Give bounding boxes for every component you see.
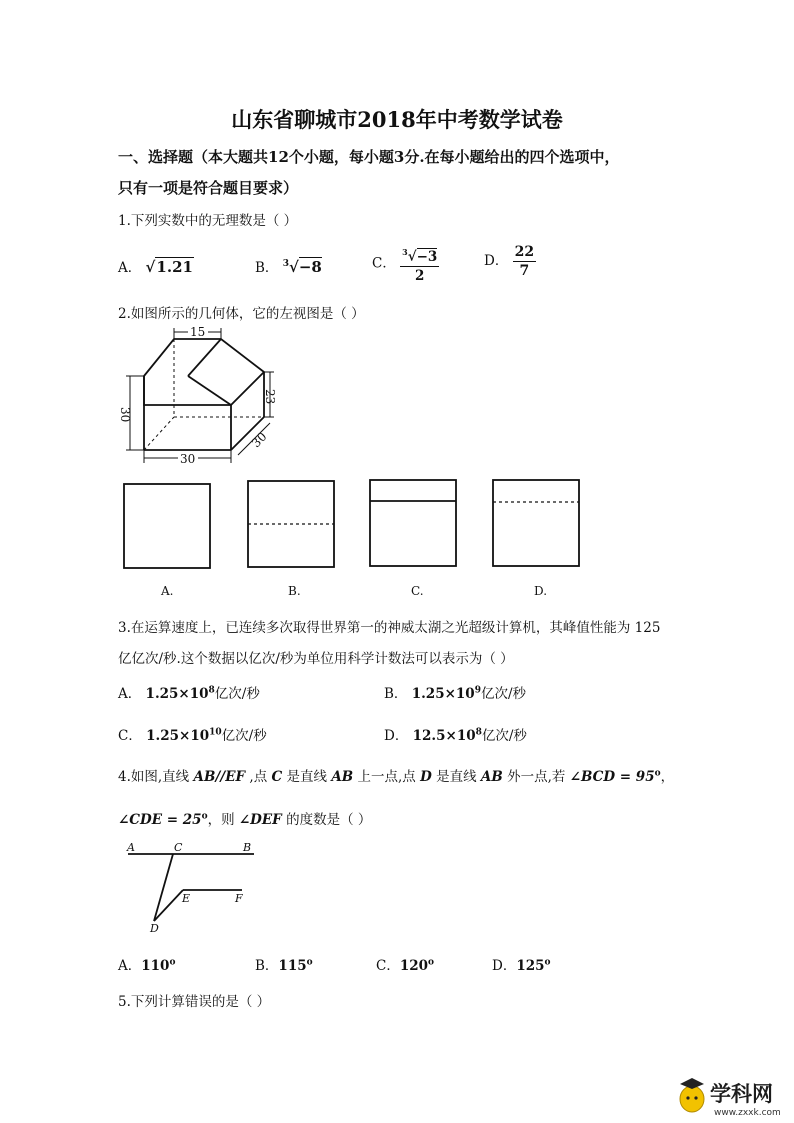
label-c: C: [174, 841, 183, 854]
label-d: D: [150, 922, 159, 935]
unit: 亿次/秒: [214, 686, 260, 702]
parallel-lines-figure: [118, 840, 268, 936]
section-heading-line2: 只有一项是符合题目要求）: [118, 179, 299, 197]
unit: 亿次/秒: [480, 686, 527, 702]
math-part: D: [420, 769, 432, 785]
value: 125: [516, 958, 545, 974]
option-letter: A．: [118, 260, 142, 276]
exponent: 8: [208, 685, 215, 696]
grad-cap-icon: [680, 1078, 704, 1089]
value: 12.5×10: [412, 728, 476, 744]
mascot-eye: [694, 1096, 697, 1099]
top-face: [144, 339, 264, 405]
label-b: B: [243, 841, 252, 854]
mascot-icon: [680, 1086, 704, 1112]
q3-option-b: [384, 682, 526, 702]
math-part: EF: [225, 769, 246, 785]
dim-label-top: 15: [190, 326, 206, 339]
question-1-text: 1.下列实数中的无理数是（ ）: [118, 213, 298, 229]
option-letter: B．: [255, 958, 279, 974]
unit: 亿次/秒: [481, 728, 527, 744]
question-4-line2: [118, 808, 371, 828]
math-part: //: [215, 769, 226, 785]
page-title: 山东省聊城市2018年中考数学试卷: [231, 107, 563, 132]
dim-label-height: 30: [118, 407, 132, 423]
q3-option-a: [118, 682, 260, 702]
option-letter: B．: [255, 260, 279, 276]
text-part: 外一点,若: [502, 769, 570, 785]
option-letter: D．: [384, 728, 409, 744]
degree-sign: o: [306, 957, 313, 968]
slope-edge: [188, 376, 231, 405]
question-4-line1: [118, 765, 674, 785]
q1-option-a: A． √1.21: [118, 258, 193, 276]
label-a: A: [127, 841, 135, 854]
option-letter: A．: [118, 958, 142, 974]
unit: 亿次/秒: [221, 728, 267, 744]
q1-option-b: B． $^3$√−8: [255, 258, 322, 276]
q3-option-d: [384, 724, 527, 744]
math-part: ∠DEF: [238, 812, 282, 828]
degree-sign: o: [201, 811, 208, 822]
q4-option-a: [118, 954, 175, 974]
option-letter: C．: [372, 255, 396, 272]
watermark-url: www.zxxk.com: [714, 1108, 781, 1118]
exponent: 9: [474, 685, 481, 696]
solid-figure: [118, 326, 278, 466]
option-a-label: A.: [161, 584, 174, 598]
exponent: 10: [209, 727, 222, 738]
exponent: 8: [475, 727, 482, 738]
root-index: 3: [402, 247, 408, 257]
math-part: AB: [331, 769, 354, 785]
value: 115: [278, 958, 307, 974]
q4-option-b: [255, 954, 313, 974]
text-part: 4.如图,直线: [118, 769, 194, 785]
value: 120: [399, 958, 429, 974]
mascot-eye: [686, 1096, 689, 1099]
option-letter: B．: [384, 686, 408, 702]
q1-option-d: [484, 243, 536, 280]
option-d-view: [493, 480, 579, 566]
watermark-name: 学科网: [710, 1082, 773, 1106]
text-part: 上一点,点: [353, 769, 421, 785]
option-a-view: [124, 484, 210, 568]
denominator: 7: [519, 263, 530, 279]
question-3-line1: 3.在运算速度上，已连续多次取得世界第一的神威太湖之光超级计算机，其峰值性能为 125: [118, 620, 661, 636]
option-letter: A．: [118, 686, 142, 702]
option-letter: D．: [484, 253, 509, 269]
q4-option-d: [492, 954, 551, 974]
math-part: ∠BCD = 95: [569, 769, 655, 785]
label-e: E: [182, 892, 191, 905]
option-d-label: D.: [534, 584, 548, 598]
text-part: ，则: [207, 812, 239, 828]
option-letter: C．: [376, 958, 400, 974]
degree-sign: o: [654, 768, 661, 779]
degree-sign: o: [544, 957, 551, 968]
q4-option-c: [376, 954, 434, 974]
text-part: ，: [660, 769, 675, 785]
radicand: 1.21: [156, 258, 193, 276]
question-5-text: 5.下列计算错误的是（ ）: [118, 994, 271, 1010]
value: 110: [141, 958, 170, 974]
dim-label-depth: 30: [248, 429, 270, 451]
option-c-label: C.: [411, 584, 424, 598]
section-heading-line1: 一、选择题（本大题共12个小题，每小题3分.在每小题给出的四个选项中，: [118, 148, 620, 166]
dim-label-bottom: 30: [180, 452, 196, 466]
math-part: AB: [193, 769, 216, 785]
degree-sign: o: [169, 957, 176, 968]
option-b-label: B.: [288, 584, 301, 598]
radicand: −8: [298, 258, 322, 276]
value: 1.25×10: [146, 728, 210, 744]
dim-label-right: 23: [263, 389, 277, 405]
question-2-text: 2.如图所示的几何体，它的左视图是（ ）: [118, 306, 365, 322]
text-part: 是直线: [282, 769, 332, 785]
option-c-view: [370, 480, 456, 566]
value: 1.25×10: [145, 686, 209, 702]
numerator: 22: [514, 244, 535, 260]
text-part: 的度数是（ ）: [281, 812, 372, 828]
denominator: 2: [415, 267, 425, 284]
watermark-logo: [676, 1070, 788, 1120]
option-letter: D．: [492, 958, 517, 974]
q3-option-c: [118, 724, 267, 744]
math-part: C: [271, 769, 283, 785]
text-part: ,点: [245, 769, 272, 785]
ridge-edge: [188, 339, 221, 376]
root-index: 3: [282, 259, 289, 269]
radicand: −3: [416, 248, 438, 265]
option-letter: C．: [118, 728, 142, 744]
label-f: F: [235, 892, 243, 905]
math-part: ∠CDE = 25: [118, 812, 202, 828]
hidden-edge: [144, 417, 174, 450]
question-3-line2: 亿亿次/秒.这个数据以亿次/秒为单位用科学计数法可以表示为（ ）: [118, 651, 514, 667]
math-part: AB: [480, 769, 503, 785]
view-options: [118, 476, 588, 604]
text-part: 是直线: [431, 769, 481, 785]
degree-sign: o: [428, 957, 435, 968]
value: 1.25×10: [411, 686, 475, 702]
q1-option-c: C． $\frac{^3√-3}{2}$: [372, 243, 439, 285]
